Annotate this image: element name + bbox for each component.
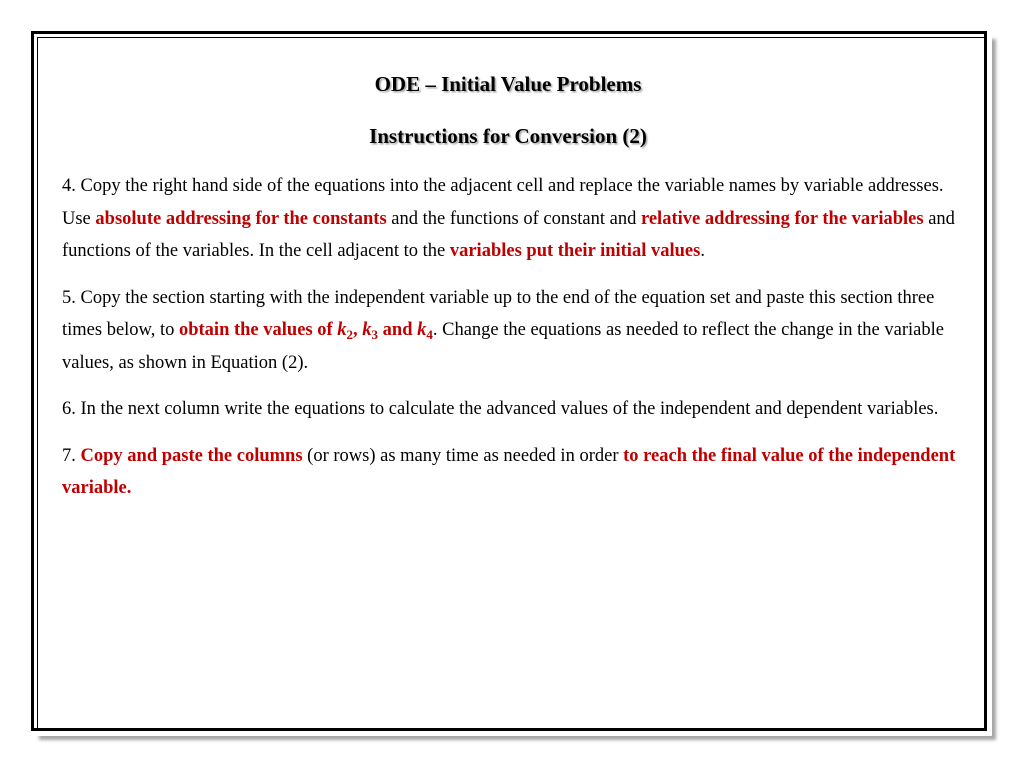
k-separator-1: , [353, 320, 363, 340]
k2-subscript: 2 [346, 327, 354, 342]
step-7-highlight-2: to reach the final value of the independent variable. [62, 445, 956, 498]
step-6 [62, 393, 962, 426]
step-7 [62, 440, 962, 505]
step-4-text-3: and functions of the variables. In the cell adjacent to the [62, 208, 955, 261]
k3-symbol: k [362, 320, 372, 340]
slide-subtitle-text: Instructions for Conversion (2) [369, 124, 647, 148]
step-4-text-1: 4. Copy the right hand side of the equations into the adjacent cell and replace the variable names by variable addresses. Use [62, 176, 944, 229]
k-separator-2: and [378, 320, 418, 340]
step-5-text-1: 5. Copy the section starting with the independent variable up to the end of the equation set and paste this section three times below, to [62, 287, 935, 340]
k2-symbol: k [337, 320, 347, 340]
step-4-highlight-2: relative addressing for the variables [640, 208, 924, 229]
step-4-highlight-1: absolute addressing for the constants [95, 208, 387, 229]
instructions-body [62, 170, 962, 519]
step-4-text-4: . [700, 241, 705, 261]
step-5 [62, 282, 962, 380]
step-4 [62, 170, 962, 268]
step-5-highlight [179, 320, 433, 340]
slide-title-text: ODE – Initial Value Problems [374, 72, 642, 96]
step-7-highlight-1: Copy and paste the columns [80, 445, 303, 466]
step-7-text-2: (or rows) as many time as needed in order [302, 445, 624, 466]
k4-subscript: 4 [426, 327, 433, 342]
k3-subscript: 3 [371, 327, 379, 342]
step-5-text-2: . Change the equations as needed to reflect the change in the variable values, as shown in Equation (2). [62, 320, 944, 373]
step-6-text: 6. In the next column write the equations to calculate the advanced values of the independent and dependent variables. [62, 399, 939, 419]
slide-subtitle [0, 124, 1016, 149]
step-4-highlight-3: variables put their initial values [449, 241, 701, 261]
slide-title [0, 72, 1016, 97]
step-4-text-2: and the functions of constant and [386, 208, 641, 229]
k4-symbol: k [417, 320, 427, 340]
step-7-text-1: 7. [62, 445, 81, 466]
step-5-highlight-text: obtain the values of [178, 320, 338, 340]
